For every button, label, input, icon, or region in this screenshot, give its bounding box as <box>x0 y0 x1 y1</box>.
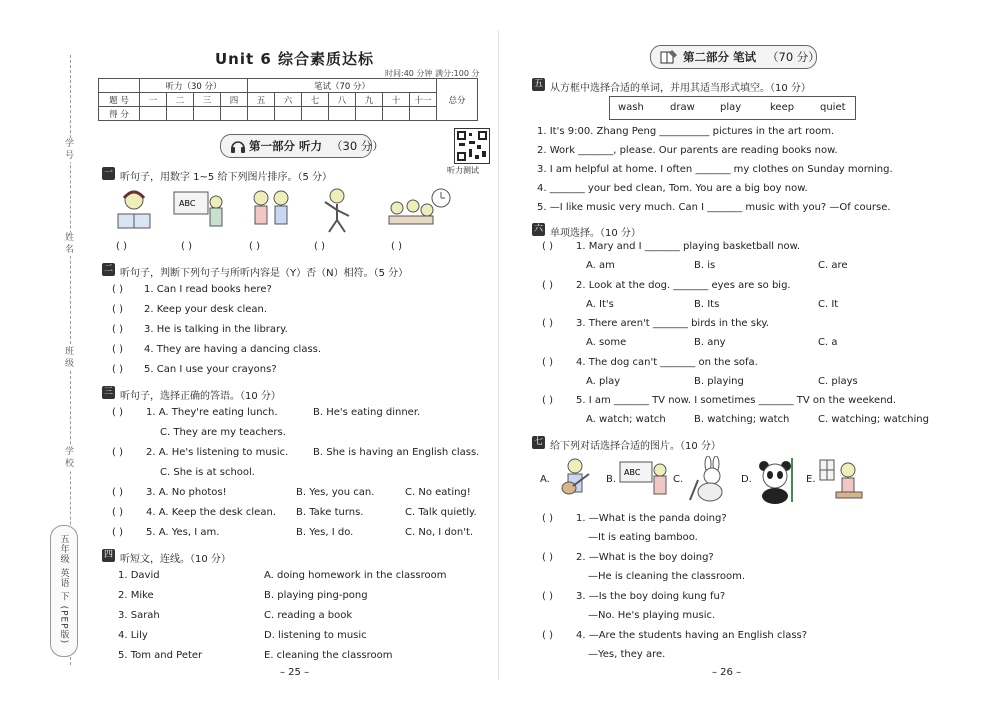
answer-blank[interactable]: ( ) <box>542 280 553 291</box>
section-title: 第二部分 笔试 <box>683 50 757 64</box>
answer-blank[interactable]: ( ) <box>112 284 123 295</box>
choice-question: 4. The dog can't _______ on the sofa. <box>576 357 758 368</box>
rabbit-cleaning-picture <box>684 456 734 504</box>
option-a: 2. A. He's listening to music. <box>146 447 289 458</box>
word-option: draw <box>670 102 695 113</box>
col-num: 六 <box>275 93 302 107</box>
question-2-item: 1. Can I read books here? <box>144 284 272 295</box>
option-b: B. is <box>694 260 716 271</box>
option-a: 3. A. No photos! <box>146 487 227 498</box>
row-label-question: 题 号 <box>99 93 140 107</box>
option-b: B. Yes, I do. <box>296 527 354 538</box>
option-c: C. It <box>818 299 839 310</box>
answer-blank[interactable]: ( ) <box>542 630 553 641</box>
question-2-instruction: 听句子，判断下列句子与所听内容是（Y）否（N）相符。（5 分） <box>120 268 409 279</box>
match-activity[interactable]: E. cleaning the classroom <box>264 650 393 661</box>
answer-blank[interactable]: ( ) <box>112 447 123 458</box>
score-cell[interactable] <box>356 107 383 121</box>
score-cell[interactable] <box>410 107 437 121</box>
question-2-item: 3. He is talking in the library. <box>144 324 288 335</box>
col-num: 七 <box>302 93 329 107</box>
binding-label-school: 学校 <box>63 446 73 470</box>
section-banner-writing <box>650 45 820 69</box>
answer-blank[interactable]: ( ) <box>542 591 553 602</box>
score-cell[interactable] <box>167 107 194 121</box>
question-5-instruction: 从方框中选择合适的单词，并用其适当形式填空。（10 分） <box>550 83 811 94</box>
option-b: B. any <box>694 337 726 348</box>
row-label-score: 得 分 <box>99 107 140 121</box>
score-table <box>98 78 478 121</box>
option-a: 1. A. They're eating lunch. <box>146 407 278 418</box>
girl-reading-picture <box>108 186 160 236</box>
score-cell[interactable] <box>194 107 221 121</box>
score-cell[interactable] <box>248 107 275 121</box>
question-number-1: 一 <box>103 168 113 178</box>
col-num: 一 <box>140 93 167 107</box>
match-name[interactable]: 1. David <box>118 570 160 581</box>
dialog-answer: —It is eating bamboo. <box>588 532 698 543</box>
answer-blank[interactable]: ( ) <box>112 507 123 518</box>
choice-question: 3. There aren't _______ birds in the sky. <box>576 318 770 329</box>
answer-blank[interactable]: ( ) <box>542 318 553 329</box>
option-a: A. play <box>586 376 621 387</box>
option-c: C. They are my teachers. <box>160 427 286 438</box>
score-cell[interactable] <box>329 107 356 121</box>
question-number-4: 四 <box>103 550 113 560</box>
book-pencil-icon <box>659 48 679 66</box>
answer-blank[interactable]: ( ) <box>112 487 123 498</box>
question-1-instruction: 听句子，用数字 1~5 给下列图片排序。（5 分） <box>120 172 333 183</box>
match-activity[interactable]: B. playing ping-pong <box>264 590 368 601</box>
binding-label-class: 班级 <box>63 346 73 370</box>
question-2-item: 5. Can I use your crayons? <box>144 364 277 375</box>
col-num: 五 <box>248 93 275 107</box>
section-score: （70 分） <box>767 50 820 64</box>
answer-blank[interactable]: ( ) <box>542 552 553 563</box>
match-name[interactable]: 5. Tom and Peter <box>118 650 203 661</box>
score-cell[interactable] <box>140 107 167 121</box>
option-a: A. am <box>586 260 615 271</box>
answer-blank[interactable]: ( ) <box>112 527 123 538</box>
answer-blank[interactable]: ( ) <box>249 241 260 252</box>
answer-blank[interactable]: ( ) <box>542 395 553 406</box>
option-c: C. plays <box>818 376 858 387</box>
option-b: B. Its <box>694 299 720 310</box>
question-number-2: 二 <box>103 264 113 274</box>
word-option: play <box>720 102 742 113</box>
dialog-question: 3. —Is the boy doing kung fu? <box>576 591 726 602</box>
option-c: C. No, I don't. <box>405 527 474 538</box>
boy-guitar-picture <box>555 456 595 504</box>
fill-in-item[interactable]: 1. It's 9:00. Zhang Peng __________ pictures in the art room. <box>537 126 835 137</box>
section-score: （30 分） <box>331 139 384 153</box>
col-num: 四 <box>221 93 248 107</box>
word-option: wash <box>618 102 644 113</box>
question-number-6: 六 <box>533 224 543 234</box>
panda-bamboo-picture <box>752 456 798 504</box>
section-title: 第一部分 听力 <box>249 139 323 153</box>
answer-blank[interactable]: ( ) <box>181 241 192 252</box>
col-num: 三 <box>194 93 221 107</box>
fill-in-item[interactable]: 3. I am helpful at home. I often _______ my clothes on Sunday morning. <box>537 164 893 175</box>
option-b: B. Yes, you can. <box>296 487 375 498</box>
match-name[interactable]: 4. Lily <box>118 630 148 641</box>
picture-label: B. <box>606 474 617 485</box>
writing-header: 笔试（70 分） <box>248 79 437 93</box>
match-name[interactable]: 3. Sarah <box>118 610 160 621</box>
svg-text:ABC: ABC <box>624 468 641 477</box>
choice-question: 5. I am _______ TV now. I sometimes _______ TV on the weekend. <box>576 395 897 406</box>
col-num: 八 <box>329 93 356 107</box>
score-cell[interactable] <box>275 107 302 121</box>
answer-blank[interactable]: ( ) <box>112 407 123 418</box>
picture-label: C. <box>673 474 684 485</box>
score-cell[interactable] <box>383 107 410 121</box>
dialog-question: 2. —What is the boy doing? <box>576 552 714 563</box>
answer-blank[interactable]: ( ) <box>542 357 553 368</box>
option-c: C. No eating! <box>405 487 471 498</box>
girl-classroom-picture <box>818 456 866 504</box>
choice-question: 2. Look at the dog. _______ eyes are so big. <box>576 280 791 291</box>
option-b: B. He's eating dinner. <box>313 407 421 418</box>
dialog-answer: —Yes, they are. <box>588 649 666 660</box>
question-number-7: 七 <box>533 437 543 447</box>
answer-blank[interactable]: ( ) <box>314 241 325 252</box>
kids-playing-picture <box>245 186 297 236</box>
option-b: B. watching; watch <box>694 414 790 425</box>
students-at-table-picture <box>383 186 453 236</box>
col-num: 九 <box>356 93 383 107</box>
answer-blank[interactable]: ( ) <box>391 241 402 252</box>
match-activity[interactable]: C. reading a book <box>264 610 353 621</box>
answer-blank[interactable]: ( ) <box>112 304 123 315</box>
page-title: Unit 6 综合素质达标 <box>215 50 375 68</box>
page-fold <box>498 30 499 680</box>
svg-text:ABC: ABC <box>179 199 196 208</box>
word-box <box>609 96 856 120</box>
dialog-question: 4. —Are the students having an English class? <box>576 630 808 641</box>
score-cell[interactable] <box>302 107 329 121</box>
dialog-answer: —He is cleaning the classroom. <box>588 571 746 582</box>
match-activity[interactable]: D. listening to music <box>264 630 367 641</box>
section-banner-listening <box>220 134 384 158</box>
question-number-3: 三 <box>103 387 113 397</box>
fill-in-item[interactable]: 2. Work _______, please. Our parents are reading books now. <box>537 145 838 156</box>
page-number: – 25 – <box>280 667 310 678</box>
question-2-item: 4. They are having a dancing class. <box>144 344 322 355</box>
page-number: – 26 – <box>712 667 742 678</box>
option-c: C. a <box>818 337 838 348</box>
option-c: C. Talk quietly. <box>405 507 477 518</box>
option-c: C. She is at school. <box>160 467 255 478</box>
word-option: keep <box>770 102 795 113</box>
fill-in-item[interactable]: 5. —I like music very much. Can I _______ music with you? —Of course. <box>537 202 891 213</box>
word-option: quiet <box>820 102 846 113</box>
answer-blank[interactable]: ( ) <box>542 513 553 524</box>
dialog-question: 1. —What is the panda doing? <box>576 513 727 524</box>
col-num: 十 <box>383 93 410 107</box>
question-4-instruction: 听短文，连线。（10 分） <box>120 554 231 565</box>
teacher-blackboard-picture <box>170 188 228 234</box>
headphones-icon <box>229 137 247 155</box>
answer-blank[interactable]: ( ) <box>542 241 553 252</box>
fill-in-item[interactable]: 4. _______ your bed clean, Tom. You are a big boy now. <box>537 183 808 194</box>
score-cell[interactable] <box>221 107 248 121</box>
qr-code-icon <box>455 129 489 163</box>
question-6-instruction: 单项选择。（10 分） <box>550 228 641 239</box>
qr-label: 听力测试 <box>447 166 479 175</box>
kid-dancing-picture <box>315 186 359 236</box>
side-badge: 五年级 英语 下 (PEP版) <box>50 525 78 657</box>
option-c: C. are <box>818 260 848 271</box>
choice-question: 1. Mary and I _______ playing basketball now. <box>576 241 801 252</box>
answer-blank[interactable]: ( ) <box>112 324 123 335</box>
listening-header: 听力（30 分） <box>140 79 248 93</box>
answer-blank[interactable]: ( ) <box>112 364 123 375</box>
question-3-instruction: 听句子，选择正确的答语。（10 分） <box>120 391 281 402</box>
question-number-5: 五 <box>533 79 543 89</box>
dialog-answer: —No. He's playing music. <box>588 610 716 621</box>
total-header: 总分 <box>437 79 478 121</box>
match-activity[interactable]: A. doing homework in the classroom <box>264 570 447 581</box>
picture-label: A. <box>540 474 550 485</box>
time-info: 时间:40 分钟 满分:100 分 <box>385 69 480 78</box>
picture-label: E. <box>806 474 816 485</box>
binding-label-name: 姓名 <box>63 232 73 256</box>
question-2-item: 2. Keep your desk clean. <box>144 304 268 315</box>
col-num: 二 <box>167 93 194 107</box>
option-a: A. some <box>586 337 627 348</box>
option-b: B. Take turns. <box>296 507 364 518</box>
answer-blank[interactable]: ( ) <box>116 241 127 252</box>
option-a: A. It's <box>586 299 614 310</box>
binding-label-student-id: 学号 <box>63 138 73 162</box>
qr-code[interactable] <box>454 128 490 164</box>
question-7-instruction: 给下列对话选择合适的图片。（10 分） <box>550 441 721 452</box>
col-num: 十一 <box>410 93 437 107</box>
option-a: A. watch; watch <box>586 414 666 425</box>
match-name[interactable]: 2. Mike <box>118 590 154 601</box>
picture-label: D. <box>741 474 752 485</box>
option-b: B. playing <box>694 376 744 387</box>
option-a: 4. A. Keep the desk clean. <box>146 507 276 518</box>
teacher-blackboard-picture <box>618 458 670 502</box>
option-a: 5. A. Yes, I am. <box>146 527 220 538</box>
answer-blank[interactable]: ( ) <box>112 344 123 355</box>
option-c: C. watching; watching <box>818 414 929 425</box>
option-b: B. She is having an English class. <box>313 447 480 458</box>
